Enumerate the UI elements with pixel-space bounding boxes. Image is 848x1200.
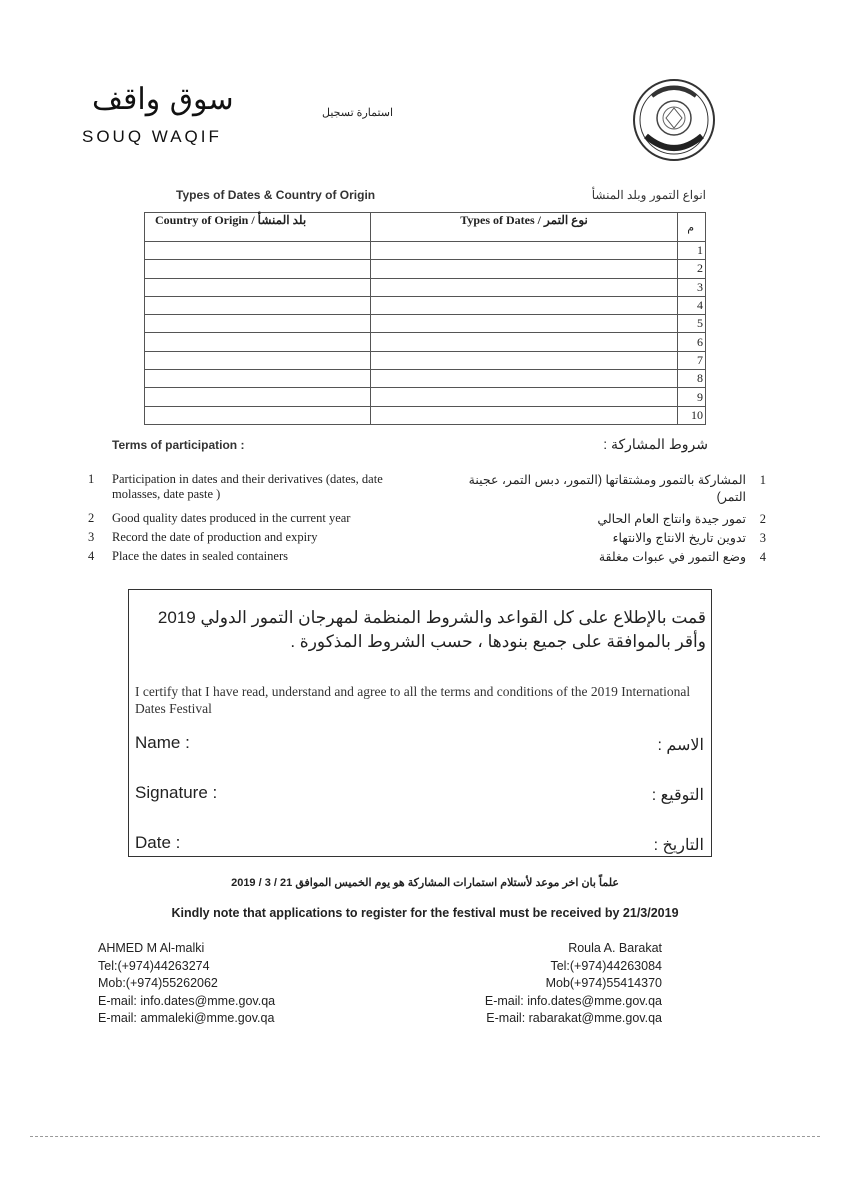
form-title: استمارة تسجيل [322, 107, 394, 119]
terms-title-english: Terms of participation : [112, 438, 245, 452]
date-label: Date : [135, 833, 181, 852]
name-label: Name : [135, 733, 190, 752]
table-row [145, 278, 706, 296]
types-cell[interactable] [370, 370, 678, 388]
certification-text-arabic: قمت بالإطلاع على كل القواعد والشروط المنظمة لمهرجان التمور الدولي 2019 وأقر بالموافقة على جميع بنودها ، حسب الشروط المذكورة . [157, 608, 706, 651]
term-text: Good quality dates produced in the current year [112, 511, 351, 525]
term-number: 4 [759, 550, 766, 564]
term-item-arabic [460, 511, 766, 528]
types-cell[interactable] [370, 278, 678, 296]
term-number: 3 [759, 531, 766, 545]
column-header-number: م [678, 213, 706, 242]
date-label-arabic: التاريخ : [653, 837, 704, 854]
term-text: Record the date of production and expiry [112, 530, 318, 544]
terms-title-arabic: شروط المشاركة : [603, 436, 708, 452]
term-number: 1 [759, 473, 766, 487]
contact-tel: Tel:(+974)44263274 [98, 958, 210, 973]
term-number: 3 [88, 530, 95, 544]
contact-block-right [440, 940, 662, 1028]
country-cell[interactable] [145, 278, 371, 296]
types-cell[interactable] [370, 388, 678, 406]
deadline-note-arabic: علماً بان اخر موعد لأستلام استمارات المشاركة هو يوم الخميس الموافق 21 / 3 / 2019 [231, 877, 619, 889]
types-cell[interactable] [370, 315, 678, 333]
row-number: 10 [678, 406, 706, 424]
table-row [145, 351, 706, 369]
term-item-arabic [460, 549, 766, 566]
term-item-english [88, 549, 428, 564]
table-row [145, 406, 706, 424]
country-cell[interactable] [145, 370, 371, 388]
table-row [145, 315, 706, 333]
contact-email[interactable]: E-mail: rabarakat@mme.gov.qa [486, 1011, 662, 1025]
table-row [145, 260, 706, 278]
term-item-arabic [460, 530, 766, 547]
row-number: 7 [678, 351, 706, 369]
row-number: 4 [678, 296, 706, 314]
logo-arabic: سوق واقف [92, 82, 234, 117]
term-text: المشاركة بالتمور ومشتقاتها (التمور، دبس التمر، عجينة التمر) [468, 473, 746, 504]
column-header-country: Country of Origin / بلد المنشأ [145, 213, 371, 242]
ministry-seal-icon [632, 78, 716, 162]
term-item-arabic [460, 472, 766, 506]
country-cell[interactable] [145, 388, 371, 406]
term-item-english [88, 530, 428, 545]
term-text: وضع التمور في عبوات مغلقة [598, 550, 746, 564]
types-cell[interactable] [370, 296, 678, 314]
country-cell[interactable] [145, 260, 371, 278]
types-cell[interactable] [370, 406, 678, 424]
contact-email[interactable]: E-mail: info.dates@mme.gov.qa [98, 993, 276, 1008]
contact-block-left [98, 940, 275, 1028]
table-row [145, 370, 706, 388]
country-cell[interactable] [145, 315, 371, 333]
deadline-note-english: Kindly note that applications to register for the festival must be received by 21/3/2019 [171, 906, 679, 920]
name-label-arabic: الاسم : [657, 737, 704, 754]
term-number: 2 [759, 512, 766, 526]
table-row [145, 388, 706, 406]
signature-label-arabic: التوقيع : [651, 787, 704, 804]
table-header-row [145, 213, 706, 242]
term-text: تدوين تاريخ الانتاج والانتهاء [612, 531, 746, 545]
table-title-arabic: انواع التمور وبلد المنشأ [591, 188, 706, 202]
contact-tel: Tel:(+974)44263084 [550, 958, 662, 973]
table-title-english: Types of Dates & Country of Origin [176, 188, 376, 202]
table-row [145, 296, 706, 314]
country-cell[interactable] [145, 296, 371, 314]
types-cell[interactable] [370, 260, 678, 278]
types-cell[interactable] [370, 242, 678, 260]
contact-email[interactable]: E-mail: ammaleki@mme.gov.qa [98, 1011, 275, 1025]
term-item-english [88, 472, 428, 502]
signature-label: Signature : [135, 783, 218, 802]
table-row [145, 333, 706, 351]
country-cell[interactable] [145, 333, 371, 351]
country-cell[interactable] [145, 351, 371, 369]
term-number: 2 [88, 511, 95, 525]
row-number: 2 [678, 260, 706, 278]
logo-english: SOUQ WAQIF [82, 127, 222, 146]
row-number: 3 [678, 278, 706, 296]
row-number: 8 [678, 370, 706, 388]
certification-text-english: I certify that I have read, understand and agree to all the terms and conditions of the 2019 International Dates Festival [135, 684, 691, 716]
types-cell[interactable] [370, 351, 678, 369]
term-text: تمور جيدة وانتاج العام الحالي [597, 512, 746, 526]
country-cell[interactable] [145, 406, 371, 424]
dates-table [144, 212, 706, 425]
contact-name: Roula A. Barakat [568, 941, 662, 955]
contact-mobile: Mob(+974)55414370 [545, 976, 662, 990]
contact-name: AHMED M Al-malki [98, 941, 205, 955]
term-number: 1 [88, 472, 95, 486]
contact-email[interactable]: E-mail: info.dates@mme.gov.qa [484, 993, 662, 1008]
footer-divider [30, 1136, 820, 1137]
table-row [145, 242, 706, 260]
contact-mobile: Mob:(+974)55262062 [98, 976, 218, 990]
term-text: Participation in dates and their derivatives (dates, date molasses, date paste ) [112, 472, 383, 501]
types-cell[interactable] [370, 333, 678, 351]
column-header-types: Types of Dates / نوع التمر [370, 213, 678, 242]
row-number: 1 [678, 242, 706, 260]
row-number: 5 [678, 315, 706, 333]
term-item-english [88, 511, 428, 526]
term-number: 4 [88, 549, 95, 563]
row-number: 6 [678, 333, 706, 351]
country-cell[interactable] [145, 242, 371, 260]
term-text: Place the dates in sealed containers [112, 549, 288, 563]
row-number: 9 [678, 388, 706, 406]
